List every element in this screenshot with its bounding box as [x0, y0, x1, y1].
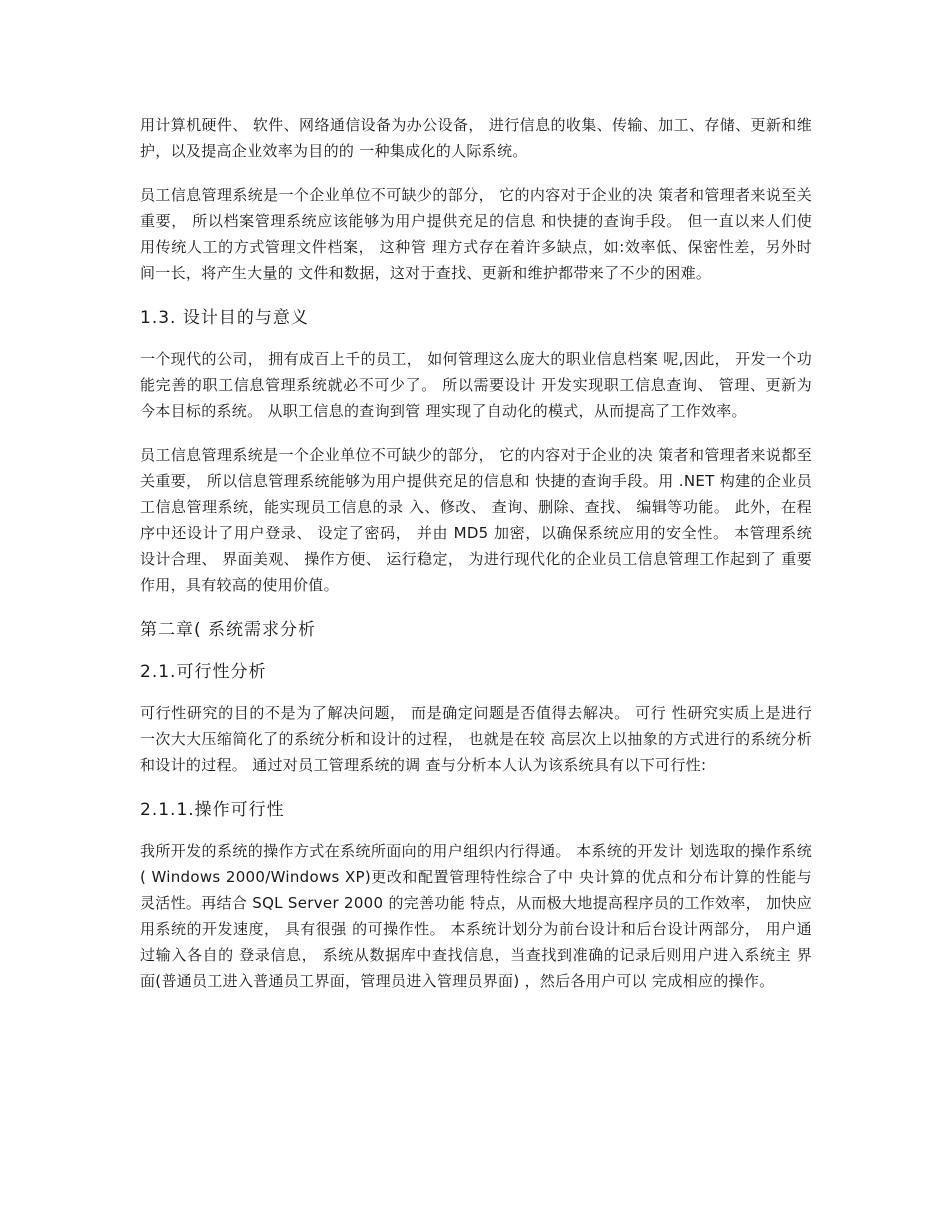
- section-heading-2-1: 2.1.可行性分析: [140, 662, 267, 682]
- section-heading-2-1-1: 2.1.1.操作可行性: [140, 800, 285, 820]
- paragraph-operational-feasibility: 我所开发的系统的操作方式在系统所面向的用户组织内行得通。 本系统的开发计 划选取的操作系统( Windows 2000/Windows XP)更改和配置管理特性综合了中 央计算的优点和分布计算的性能与灵活性。再结合 SQL Server 2000 的完善功能 特点，从而极大地提高程序员的工作效率， 加快应用系统的开发速度， 具有很强 的可操作性。 本系统计划分为前台设计和后台设计两部分， 用户通过输入各自的 登录信息， 系统从数据库中查找信息，当查找到准确的记录后则用户进入系统主 界面(普通员工进入普通员工界面，管理员进入管理员界面) ，然后各用户可以 完成相应的操作。: [140, 842, 812, 990]
- section-heading-1-3: 1.3. 设计目的与意义: [140, 308, 309, 328]
- paragraph-system-features: 员工信息管理系统是一个企业单位不可缺少的部分， 它的内容对于企业的决 策者和管理者来说都至关重要， 所以信息管理系统能够为用户提供充足的信息和 快捷的查询手段。用 .NET 构建的企业员工信息管理系统，能实现员工信息的录 入、修改、 查询、删除、查找、 编辑等功能。 此外，在程序中还设计了用户登录、 设定了密码， 并由 MD5 加密，以确保系统应用的安全性。 本管理系统设计合理、 界面美观、 操作方便、 运行稳定， 为进行现代化的企业员工信息管理工作起到了 重要作用，具有较高的使用价值。: [140, 446, 812, 594]
- paragraph-feasibility: 可行性研究的目的不是为了解决问题， 而是确定问题是否值得去解决。 可行 性研究实质上是进行一次大大压缩简化了的系统分析和设计的过程， 也就是在较 高层次上以抽象的方式进行的系统分析和设计的过程。 通过对员工管理系统的调 查与分析本人认为该系统具有以下可行性:: [140, 704, 812, 774]
- chapter-heading-2: 第二章( 系统需求分析: [140, 620, 317, 640]
- document-page: [140, 112, 812, 1012]
- paragraph-design-purpose: 一个现代的公司， 拥有成百上千的员工， 如何管理这么庞大的职业信息档案 呢,因此， 开发一个功能完善的职工信息管理系统就必不可少了。 所以需要设计 开发实现职工信息查询、 管理、更新为今本目标的系统。 从职工信息的查询到管 理实现了自动化的模式，从而提高了工作效率。: [140, 350, 812, 420]
- paragraph-intro-continued: 用计算机硬件、 软件、网络通信设备为办公设备， 进行信息的收集、传输、加工、存储、更新和维护，以及提高企业效率为目的的 一种集成化的人际系统。: [140, 116, 812, 160]
- paragraph-system-importance: 员工信息管理系统是一个企业单位不可缺少的部分， 它的内容对于企业的决 策者和管理者来说至关重要， 所以档案管理系统应该能够为用户提供充足的信息 和快捷的查询手段。 但一直以来人们使用传统人工的方式管理文件档案， 这种管 理方式存在着许多缺点，如:效率低、保密性差，另外时间一长，将产生大量的 文件和数据，这对于查找、更新和维护都带来了不少的困难。: [140, 186, 812, 282]
